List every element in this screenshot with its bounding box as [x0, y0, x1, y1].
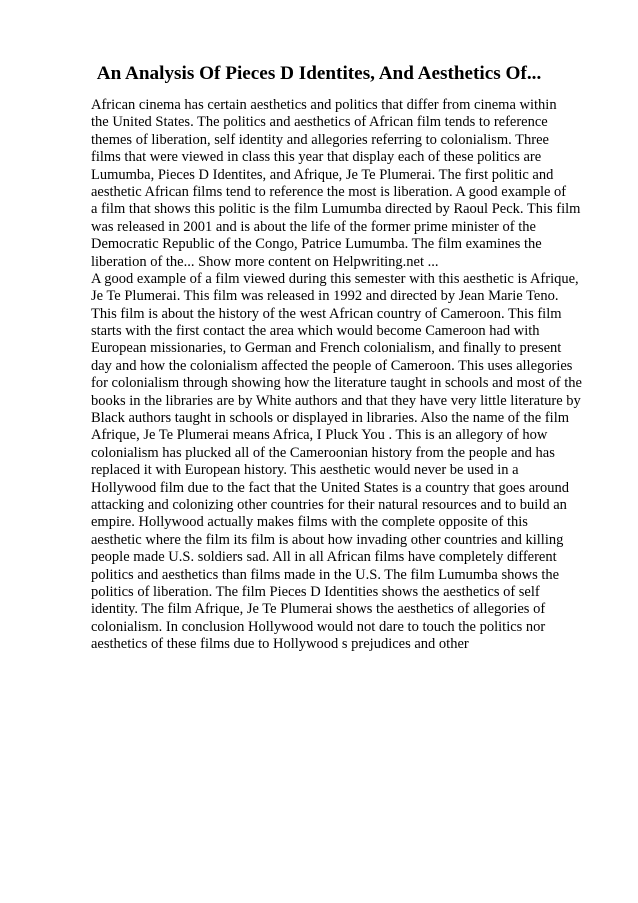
body-text-line: attacking and colonizing other countries for their natural resources and to build an — [91, 496, 567, 513]
body-text-line: colonialism has plucked all of the Cameroonian history from the people and has — [91, 444, 555, 461]
body-text-line: politics of liberation. The film Pieces D Identities shows the aesthetics of self — [91, 583, 540, 600]
body-text-line: books in the libraries are by White authors and that they have very little literature by — [91, 392, 581, 409]
body-text-line: Hollywood film due to the fact that the United States is a country that goes around — [91, 479, 569, 496]
document-body — [91, 97, 582, 654]
body-text-line: identity. The film Afrique, Je Te Plumerai shows the aesthetics of allegories of — [91, 601, 546, 618]
body-text-line: aesthetic where the film its film is about how invading other countries and killing — [91, 531, 564, 548]
body-text-line: people made U.S. soldiers sad. All in all African films have completely different — [91, 549, 557, 566]
body-text-line: was released in 2001 and is about the life of the former prime minister of the — [91, 218, 536, 235]
body-text-line: liberation of the... Show more content on Helpwriting.net ... — [91, 253, 439, 270]
body-text-line: replaced it with European history. This aesthetic would never be used in a — [91, 462, 519, 479]
body-text-line: films that were viewed in class this year that display each of these politics are — [91, 149, 542, 166]
body-text-line: This film is about the history of the west African country of Cameroon. This film — [91, 305, 562, 322]
body-text-line: colonialism. In conclusion Hollywood would not dare to touch the politics nor — [91, 618, 546, 635]
body-text-line: day and how the colonialism affected the people of Cameroon. This uses allegories — [91, 357, 573, 374]
body-text-line: politics and aesthetics than films made in the U.S. The film Lumumba shows the — [91, 566, 560, 583]
body-text-line: Lumumba, Pieces D Identites, and Afrique, Je Te Plumerai. The first politic and — [91, 166, 554, 183]
body-text-line: European missionaries, to German and French colonialism, and finally to present — [91, 340, 562, 357]
body-text-line: a film that shows this politic is the film Lumumba directed by Raoul Peck. This film — [91, 201, 581, 218]
body-text-line: for colonialism through showing how the literature taught in schools and most of the — [91, 375, 582, 392]
body-text-line: aesthetic African films tend to reference the most is liberation. A good example of — [91, 183, 567, 200]
document-title: An Analysis Of Pieces D Identites, And Aesthetics Of... — [96, 63, 542, 84]
body-text-line: empire. Hollywood actually makes films with the complete opposite of this — [91, 514, 528, 531]
body-text-line: Democratic Republic of the Congo, Patrice Lumumba. The film examines the — [91, 236, 542, 253]
body-text-line: Je Te Plumerai. This film was released in 1992 and directed by Jean Marie Teno. — [91, 288, 559, 305]
body-text-line: starts with the first contact the area which would become Cameroon had with — [91, 323, 540, 340]
body-text-line: African cinema has certain aesthetics and politics that differ from cinema within — [91, 97, 557, 113]
body-text-line: Afrique, Je Te Plumerai means Africa, I Pluck You . This is an allegory of how — [91, 427, 548, 444]
body-text-line: themes of liberation, self identity and allegories referring to colonialism. Three — [91, 131, 549, 148]
body-text-line: Black authors taught in schools or displayed in libraries. Also the name of the film — [91, 410, 570, 427]
body-text-line: aesthetics of these films due to Hollywood s prejudices and other — [91, 636, 469, 653]
body-text-line: A good example of a film viewed during this semester with this aesthetic is Afrique, — [91, 270, 579, 287]
body-text-line: the United States. The politics and aesthetics of African film tends to reference — [91, 114, 548, 131]
